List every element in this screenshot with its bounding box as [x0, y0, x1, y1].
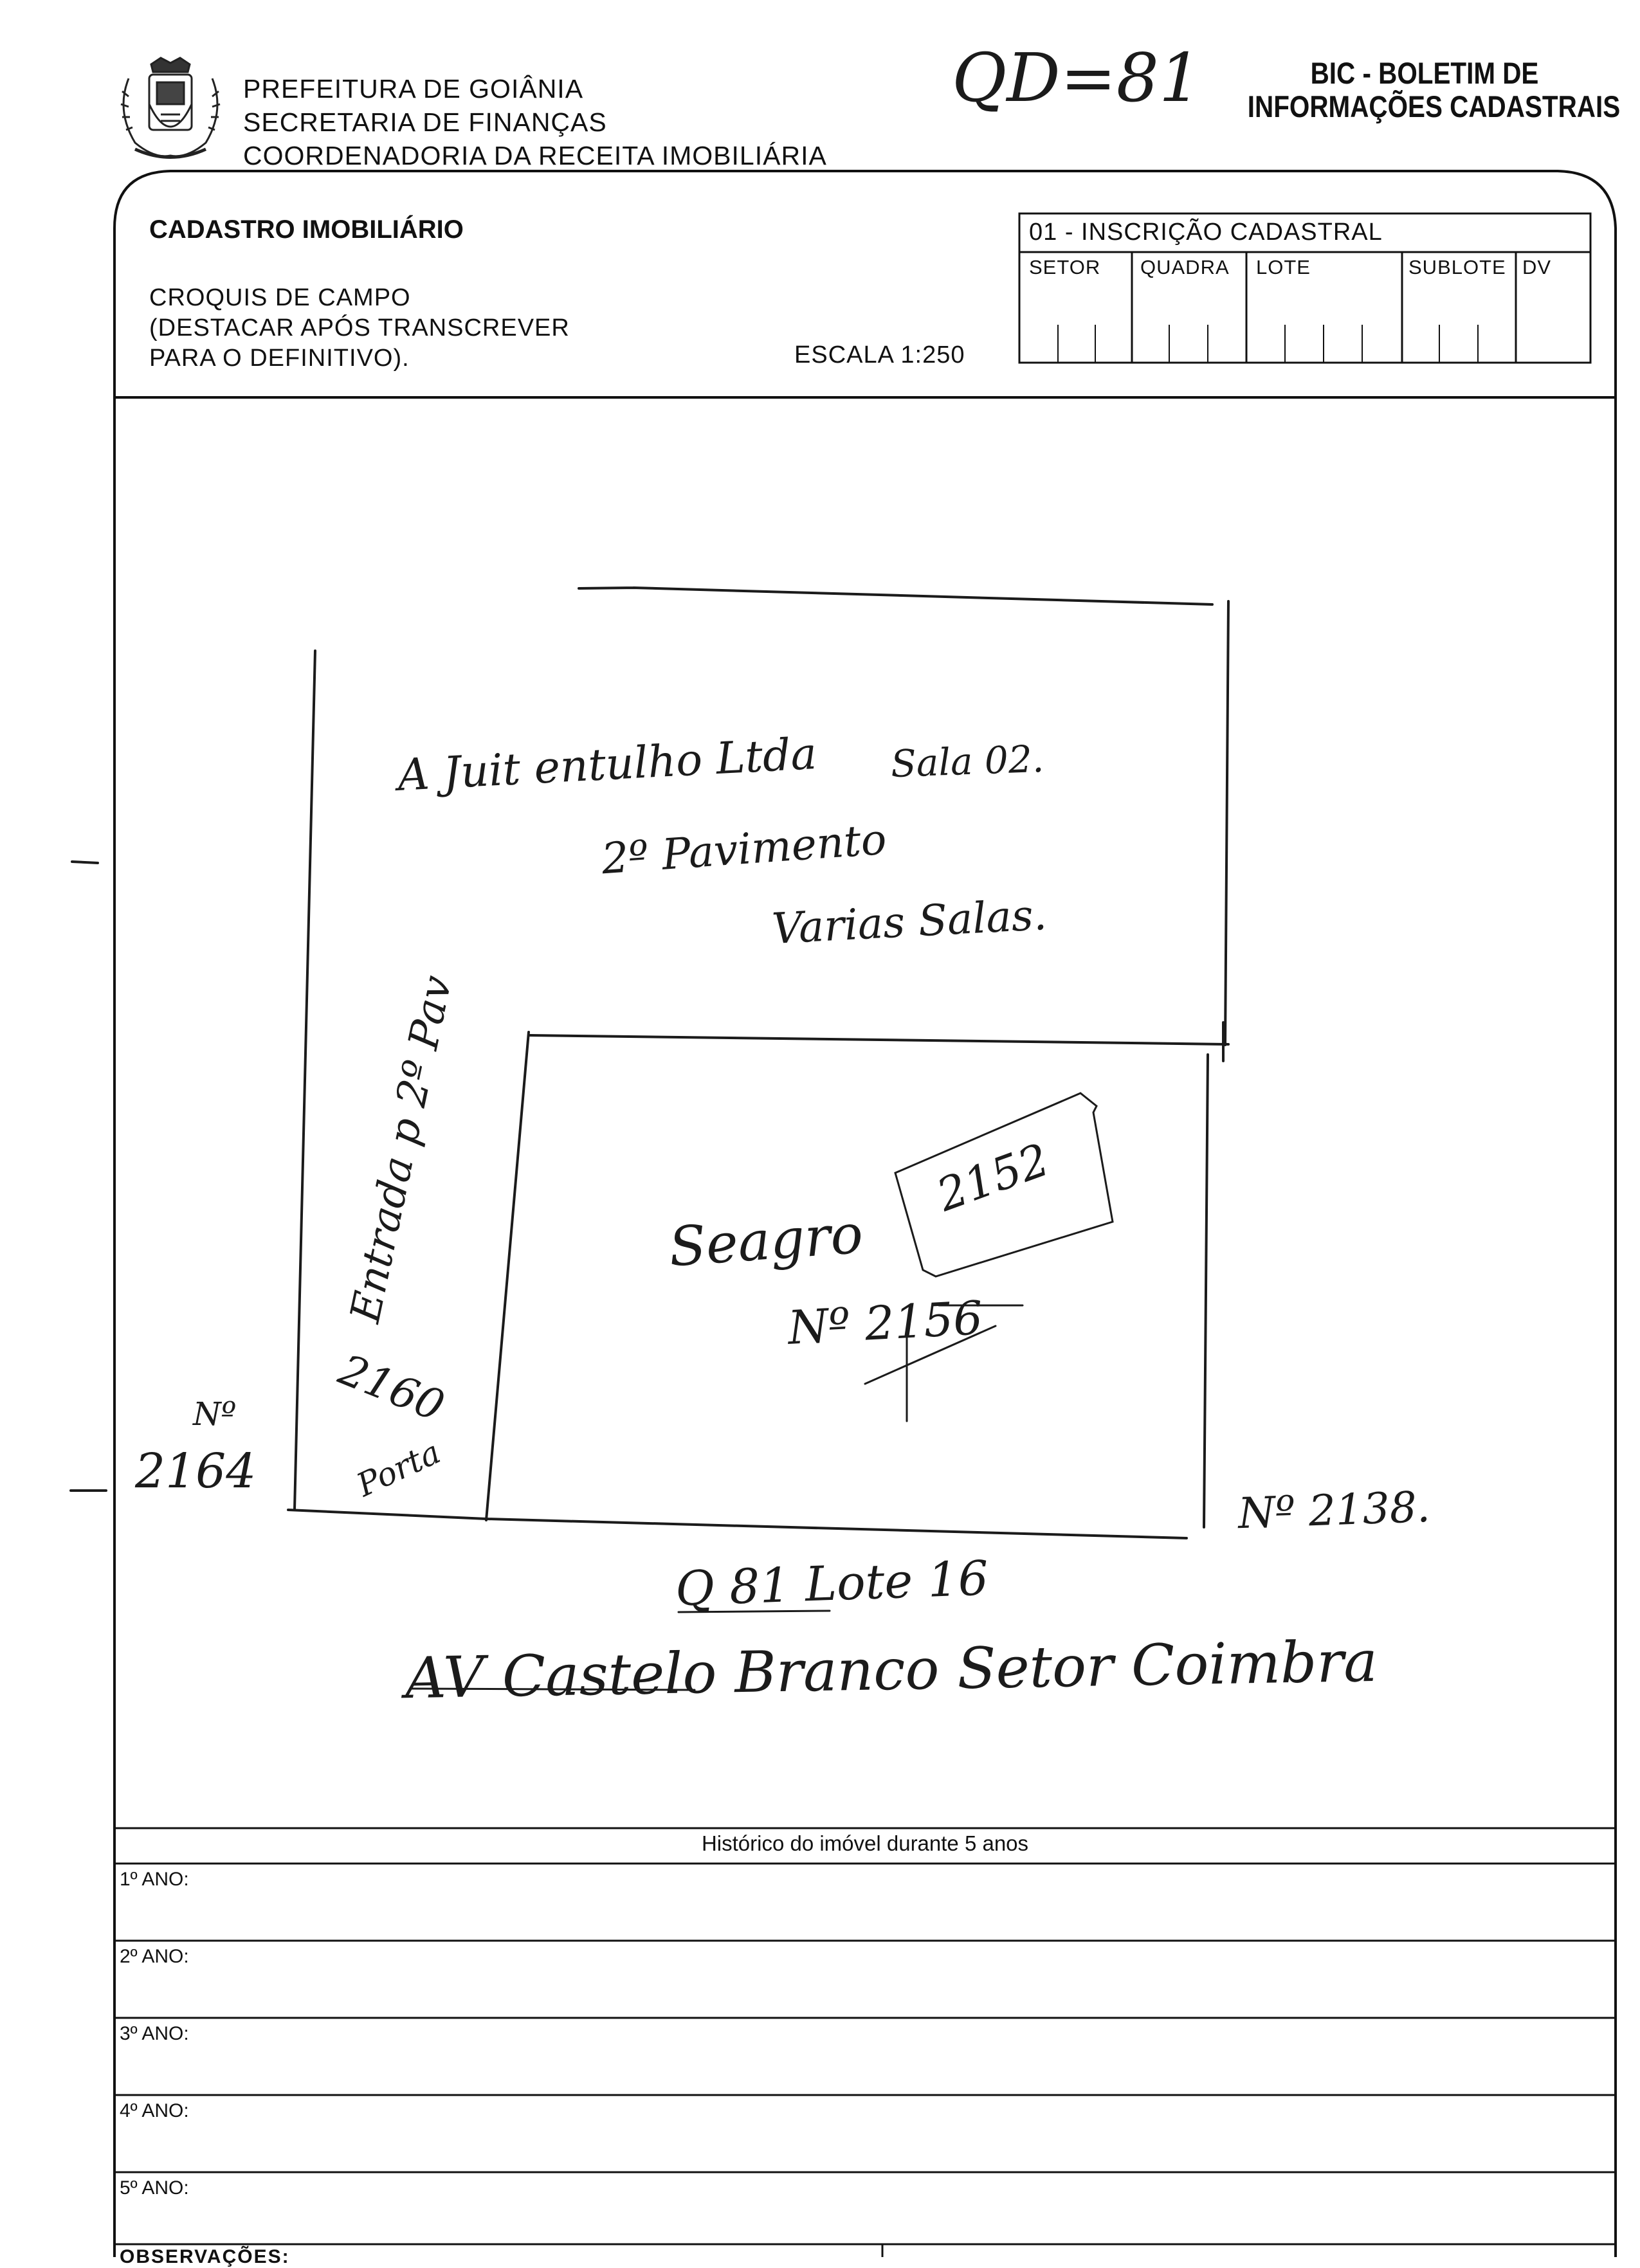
org-line-coordenadoria: COORDENADORIA DA RECEITA IMOBILIÁRIA	[243, 141, 827, 170]
scale-label: ESCALA 1:250	[794, 341, 965, 368]
col-quadra: QUADRA	[1140, 256, 1230, 278]
coat-of-arms-icon	[109, 53, 232, 165]
sketch-left-wall	[295, 651, 315, 1510]
history-year-4: 4º ANO:	[120, 2100, 189, 2121]
upper-floor-label: 2º Pavimento	[599, 814, 888, 884]
bic-title-line1: BIC - BOLETIM DE	[1310, 56, 1539, 90]
org-line-prefeitura: PREFEITURA DE GOIÂNIA	[243, 74, 584, 104]
observations-label: OBSERVAÇÕES:	[120, 2246, 290, 2267]
side-entry-label: Entrada p 2º Pav	[342, 971, 462, 1327]
history-year-5: 5º ANO:	[120, 2177, 189, 2199]
inscricao-title: 01 - INSCRIÇÃO CADASTRAL	[1029, 219, 1383, 246]
col-dv: DV	[1522, 256, 1552, 278]
door-label: Porta	[351, 1433, 446, 1504]
right-neighbor: Nº 2138.	[1237, 1482, 1431, 1539]
handwritten-quadra-code: QD=81	[952, 39, 1202, 117]
left-neighbor-number: 2164	[135, 1444, 257, 1499]
sketch-inner-vertical	[486, 1032, 529, 1520]
col-sublote: SUBLOTE	[1408, 256, 1506, 278]
boxed-number: 2152	[930, 1133, 1056, 1222]
history-title: Histórico do imóvel durante 5 anos	[701, 1831, 1029, 1855]
col-setor: SETOR	[1029, 256, 1101, 278]
left-dash	[71, 862, 106, 1491]
lower-tenant-number: Nº 2156	[787, 1291, 984, 1355]
bic-title-line2: INFORMAÇÕES CADASTRAIS	[1247, 89, 1621, 123]
sketch-inner-horizontal	[530, 1035, 1228, 1044]
history-year-2: 2º ANO:	[120, 1946, 189, 1967]
col-lote: LOTE	[1256, 256, 1311, 278]
section-title: CADASTRO IMOBILIÁRIO	[149, 215, 464, 244]
lower-tenant-name: Seagro	[666, 1202, 865, 1279]
sketch-right-wall-upper	[1225, 601, 1228, 1045]
left-neighbor-label: Nº	[193, 1395, 237, 1433]
croquis-line-1: CROQUIS DE CAMPO	[149, 284, 411, 311]
history-year-1: 1º ANO:	[120, 1869, 189, 1890]
sketch-top-line	[579, 588, 1212, 604]
history-year-3: 3º ANO:	[120, 2023, 189, 2044]
door-number: 2160	[332, 1345, 451, 1431]
lot-reference: Q 81 Lote 16	[674, 1550, 990, 1617]
org-line-secretaria: SECRETARIA DE FINANÇAS	[243, 107, 607, 137]
upper-tenant-sala: Sala 02.	[889, 736, 1045, 786]
croquis-line-3: PARA O DEFINITIVO).	[149, 345, 410, 372]
upper-rooms-label: Varias Salas.	[770, 889, 1048, 954]
municipal-logo	[109, 53, 232, 165]
bic-title	[1219, 57, 1630, 123]
croquis-line-2: (DESTACAR APÓS TRANSCREVER	[149, 314, 570, 341]
street-address: AV Castelo Branco Setor Coimbra	[405, 1628, 1378, 1712]
sketch-bottom-line	[288, 1510, 1187, 1538]
upper-tenant-name: A Juit entulho Ltda	[396, 728, 818, 802]
sketch-right-wall-lower	[1204, 1055, 1208, 1527]
